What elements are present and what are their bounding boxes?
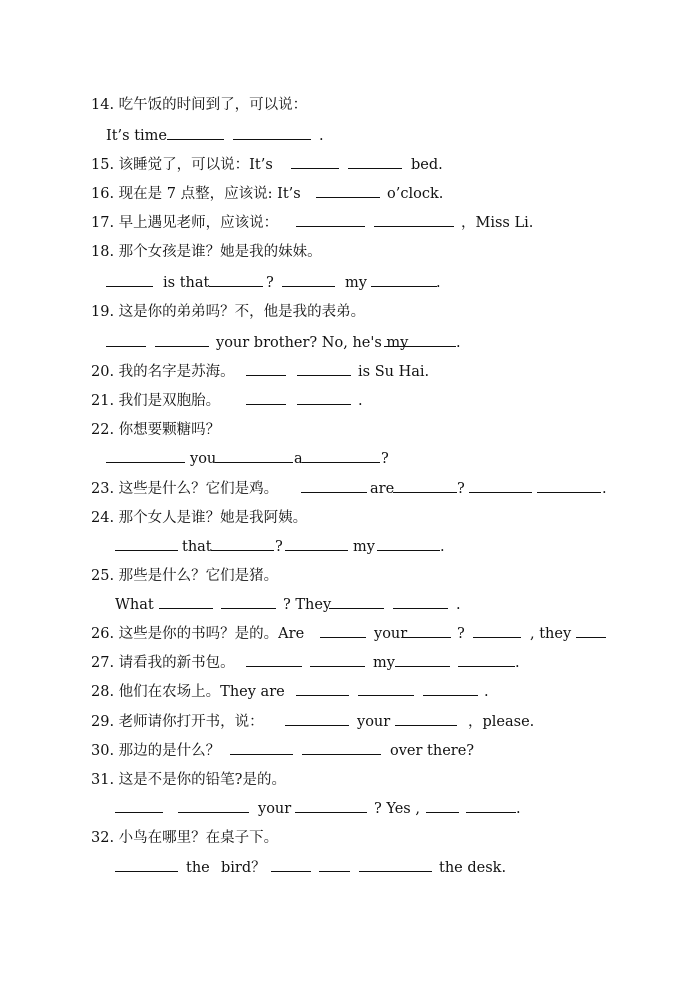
answer-blank[interactable]: [319, 871, 350, 872]
question-text: .: [515, 655, 520, 671]
answer-blank[interactable]: [211, 550, 274, 551]
answer-blank[interactable]: [159, 608, 213, 609]
question-text: 28. 他们在农场上。They are: [91, 684, 285, 700]
answer-blank[interactable]: [246, 404, 286, 405]
answer-blank[interactable]: [393, 492, 457, 493]
answer-blank[interactable]: [469, 492, 532, 493]
question-text: 21. 我们是双胞胎。: [91, 393, 221, 409]
answer-blank[interactable]: [246, 375, 286, 376]
question-text: a: [294, 451, 303, 467]
question-text: o’clock.: [387, 186, 444, 202]
question-text: my: [373, 655, 395, 671]
answer-blank[interactable]: [466, 812, 516, 813]
answer-blank[interactable]: [282, 286, 335, 287]
question-text: 32. 小鸟在哪里？在桌子下。: [91, 830, 279, 846]
question-text: 23. 这些是什么？它们是鸡。: [91, 481, 279, 497]
answer-blank[interactable]: [310, 666, 365, 667]
answer-blank[interactable]: [359, 871, 432, 872]
answer-blank[interactable]: [297, 404, 351, 405]
answer-blank[interactable]: [221, 608, 276, 609]
answer-blank[interactable]: [576, 637, 606, 638]
question-text: 30. 那边的是什么？: [91, 743, 221, 759]
answer-blank[interactable]: [403, 637, 451, 638]
question-text: 16. 现在是 7 点整，应该说: It’s: [91, 186, 301, 202]
answer-blank[interactable]: [106, 286, 153, 287]
answer-blank[interactable]: [348, 168, 402, 169]
question-text: the: [186, 860, 210, 876]
question-text: the desk.: [439, 860, 507, 876]
answer-blank[interactable]: [246, 666, 302, 667]
answer-blank[interactable]: [285, 550, 348, 551]
answer-blank[interactable]: [178, 812, 249, 813]
answer-blank[interactable]: [297, 375, 351, 376]
question-text: 20. 我的名字是苏海。: [91, 364, 235, 380]
question-text: .: [516, 801, 521, 817]
answer-blank[interactable]: [537, 492, 601, 493]
question-text: is Su Hai.: [358, 364, 430, 380]
question-text: bird？: [221, 860, 266, 876]
answer-blank[interactable]: [302, 462, 380, 463]
answer-blank[interactable]: [155, 346, 209, 347]
question-text: ?: [275, 539, 283, 555]
question-text: my: [353, 539, 375, 555]
answer-blank[interactable]: [167, 139, 224, 140]
question-text: is that: [163, 275, 210, 291]
question-text: 27. 请看我的新书包。: [91, 655, 235, 671]
question-text: your brother? No, he's my: [216, 335, 409, 351]
question-text: .: [319, 128, 324, 144]
question-text: 24. 那个女人是谁？她是我阿姨。: [91, 510, 308, 526]
answer-blank[interactable]: [395, 666, 450, 667]
answer-blank[interactable]: [377, 550, 440, 551]
question-text: over there?: [390, 743, 475, 759]
answer-blank[interactable]: [301, 492, 367, 493]
question-text: you: [190, 451, 217, 467]
answer-blank[interactable]: [320, 637, 366, 638]
question-text: .: [456, 597, 461, 613]
answer-blank[interactable]: [358, 695, 414, 696]
question-text: are: [370, 481, 395, 497]
question-text: your: [357, 714, 391, 730]
answer-blank[interactable]: [115, 550, 178, 551]
answer-blank[interactable]: [106, 346, 146, 347]
answer-blank[interactable]: [374, 226, 454, 227]
question-text: 14. 吃午饭的时间到了，可以说：: [91, 97, 308, 113]
answer-blank[interactable]: [395, 725, 457, 726]
answer-blank[interactable]: [426, 812, 459, 813]
answer-blank[interactable]: [115, 871, 178, 872]
question-text: It’s time: [106, 128, 168, 144]
question-text: your: [374, 626, 408, 642]
question-text: that: [182, 539, 212, 555]
question-text: 26. 这些是你的书吗？是的。Are: [91, 626, 305, 642]
question-text: ，please.: [468, 714, 535, 730]
question-text: What: [115, 597, 154, 613]
question-text: 15. 该睡觉了，可以说：It’s: [91, 157, 273, 173]
question-text: ? Yes ,: [374, 801, 420, 817]
answer-blank[interactable]: [302, 754, 381, 755]
answer-blank[interactable]: [329, 608, 384, 609]
question-text: bed.: [411, 157, 443, 173]
question-text: 22. 你想要颗糖吗？: [91, 422, 221, 438]
question-text: your: [258, 801, 292, 817]
question-text: 19. 这是你的弟弟吗？不，他是我的表弟。: [91, 304, 366, 320]
answer-blank[interactable]: [316, 197, 380, 198]
question-text: 17. 早上遇见老师，应该说：: [91, 215, 279, 231]
question-text: ?: [381, 451, 389, 467]
answer-blank[interactable]: [285, 725, 349, 726]
answer-blank[interactable]: [384, 346, 456, 347]
question-text: , they: [530, 626, 572, 642]
question-text: ，Miss Li.: [461, 215, 534, 231]
question-text: 29. 老师请你打开书，说：: [91, 714, 264, 730]
question-text: ?: [457, 626, 465, 642]
answer-blank[interactable]: [291, 168, 339, 169]
answer-blank[interactable]: [295, 812, 367, 813]
question-text: .: [436, 275, 441, 291]
question-text: .: [484, 684, 489, 700]
answer-blank[interactable]: [423, 695, 478, 696]
question-text: 25. 那些是什么？它们是猪。: [91, 568, 279, 584]
question-text: ? They: [283, 597, 332, 613]
question-text: .: [602, 481, 607, 497]
answer-blank[interactable]: [209, 286, 263, 287]
question-text: .: [358, 393, 363, 409]
answer-blank[interactable]: [371, 286, 437, 287]
answer-blank[interactable]: [115, 812, 163, 813]
answer-blank[interactable]: [271, 871, 311, 872]
answer-blank[interactable]: [458, 666, 515, 667]
answer-blank[interactable]: [473, 637, 521, 638]
answer-blank[interactable]: [393, 608, 448, 609]
question-text: ?: [457, 481, 465, 497]
question-text: .: [440, 539, 445, 555]
question-text: ?: [266, 275, 274, 291]
answer-blank[interactable]: [296, 695, 349, 696]
question-text: my: [345, 275, 367, 291]
answer-blank[interactable]: [106, 462, 185, 463]
answer-blank[interactable]: [215, 462, 293, 463]
question-text: 31. 这是不是你的铅笔?是的。: [91, 772, 286, 788]
question-text: .: [456, 335, 461, 351]
answer-blank[interactable]: [230, 754, 293, 755]
answer-blank[interactable]: [296, 226, 365, 227]
answer-blank[interactable]: [233, 139, 311, 140]
question-text: 18. 那个女孩是谁？她是我的妹妹。: [91, 244, 322, 260]
